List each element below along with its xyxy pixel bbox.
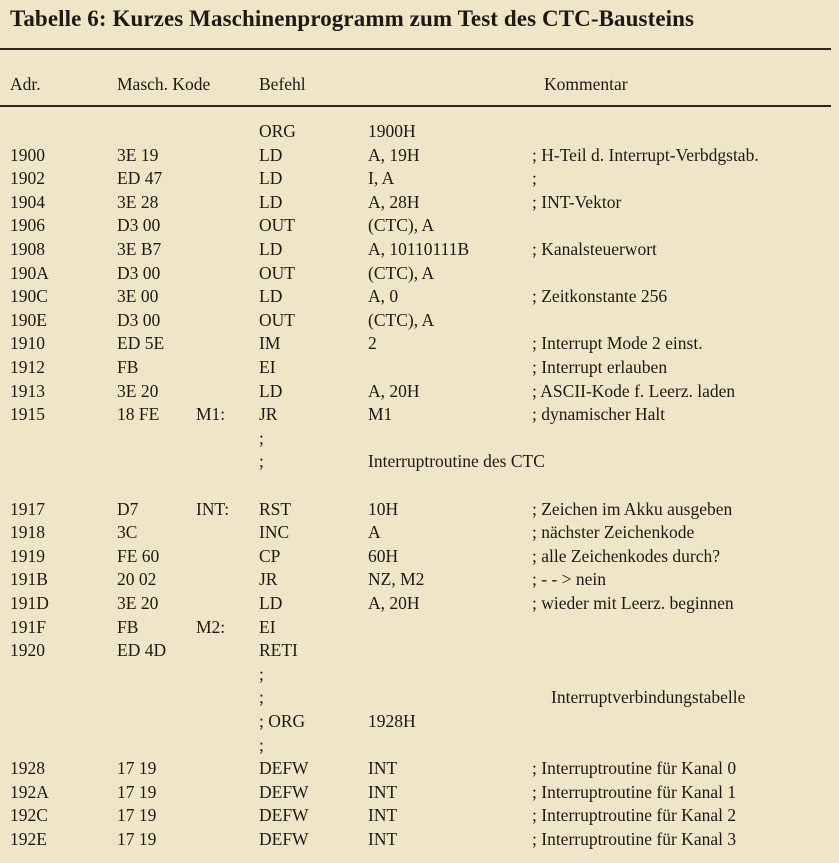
mnemonic-cell: OUT xyxy=(259,309,295,330)
mnemonic-cell: ; ORG xyxy=(259,711,306,731)
machine-code-cell: 3E 19 xyxy=(117,144,159,165)
machine-code-cell: 3E 00 xyxy=(117,286,159,307)
operand-cell: A, 20H xyxy=(368,380,420,401)
label-cell: M2: xyxy=(196,616,226,637)
operand-cell: I, A xyxy=(368,168,395,189)
machine-code-cell: D3 00 xyxy=(117,215,161,236)
operand-cell: A, 20H xyxy=(368,593,420,613)
operand-cell: (CTC), A xyxy=(368,262,435,283)
comment-cell: ; Zeitkonstante 256 xyxy=(532,286,668,307)
mnemonic-cell: ; xyxy=(259,451,264,472)
comment-cell: ; alle Zeichenkodes durch? xyxy=(532,545,721,566)
machine-code-cell: ED 4D xyxy=(117,640,167,661)
comment-cell: ; Interruptroutine für Kanal 2 xyxy=(532,805,737,826)
machine-code-cell: 3E 28 xyxy=(117,191,159,212)
label-cell: INT: xyxy=(196,498,230,519)
machine-code-cell: 3E 20 xyxy=(117,380,159,401)
comment-cell: ; dynamischer Halt xyxy=(532,404,666,425)
machine-code-cell: 3C xyxy=(117,522,138,543)
operand-cell: 1900H xyxy=(368,121,416,141)
header-address: Adr. xyxy=(10,74,41,94)
address-cell: 1910 xyxy=(10,333,45,354)
comment-cell: ; Interruptroutine für Kanal 0 xyxy=(532,758,737,779)
operand-cell: INT xyxy=(368,781,398,802)
machine-code-cell: 17 19 xyxy=(117,805,157,826)
machine-code-cell: 3E 20 xyxy=(117,593,159,613)
operand-cell: INT xyxy=(368,758,398,779)
comment-cell: ; wieder mit Leerz. beginnen xyxy=(532,593,734,613)
address-cell: 1900 xyxy=(10,144,45,165)
mnemonic-cell: LD xyxy=(259,191,283,212)
operand-cell: INT xyxy=(368,805,398,826)
operand-cell: NZ, M2 xyxy=(368,569,425,590)
machine-code-cell: 17 19 xyxy=(117,781,157,802)
mnemonic-cell: RST xyxy=(259,498,292,519)
machine-code-cell: FB xyxy=(117,616,139,637)
mnemonic-cell: ; xyxy=(259,687,264,708)
comment-cell: ; H-Teil d. Interrupt-Verbdgstab. xyxy=(532,144,759,165)
address-cell: 1915 xyxy=(10,404,45,425)
address-cell: 191D xyxy=(10,593,49,613)
mnemonic-cell: EI xyxy=(259,616,276,637)
comment-cell: ; Interrupt Mode 2 einst. xyxy=(532,333,703,354)
address-cell: 191F xyxy=(10,616,46,637)
address-cell: 1902 xyxy=(10,168,45,189)
comment-cell: ; Interrupt erlauben xyxy=(532,357,668,377)
address-cell: 192A xyxy=(10,781,49,802)
label-cell: M1: xyxy=(196,404,226,425)
operand-cell: 1928H xyxy=(368,711,416,731)
comment-cell: ; Zeichen im Akku ausgeben xyxy=(532,498,733,519)
mnemonic-cell: OUT xyxy=(259,215,295,236)
operand-cell: (CTC), A xyxy=(368,309,435,330)
address-cell: 1906 xyxy=(10,215,45,236)
address-cell: 1920 xyxy=(10,640,45,661)
mnemonic-cell: LD xyxy=(259,144,283,165)
comment-cell: ; - - > nein xyxy=(532,569,607,590)
operand-cell: A, 0 xyxy=(368,286,399,307)
comment-cell: ; nächster Zeichenkode xyxy=(532,522,695,543)
address-cell: 1908 xyxy=(10,239,45,259)
address-cell: 192E xyxy=(10,829,47,849)
mnemonic-cell: INC xyxy=(259,522,290,543)
operand-cell: (CTC), A xyxy=(368,215,435,236)
operand-cell: INT xyxy=(368,829,398,849)
header-rule xyxy=(0,105,831,107)
address-cell: 1918 xyxy=(10,522,45,543)
machine-code-cell: FB xyxy=(117,357,139,377)
mnemonic-cell: LD xyxy=(259,286,283,307)
machine-code-cell: D3 00 xyxy=(117,309,161,330)
operand-cell: 2 xyxy=(368,333,377,354)
operand-cell: 60H xyxy=(368,545,399,566)
operand-cell: A xyxy=(368,522,381,543)
mnemonic-cell: EI xyxy=(259,357,276,377)
comment-cell: ; ASCII-Kode f. Leerz. laden xyxy=(532,380,736,401)
address-cell: 190A xyxy=(10,262,49,283)
address-cell: 192C xyxy=(10,805,48,826)
comment-cell: ; Interruptroutine für Kanal 1 xyxy=(532,781,737,802)
address-cell: 1919 xyxy=(10,545,45,566)
top-rule xyxy=(0,48,831,50)
machine-code-cell: FE 60 xyxy=(117,545,160,566)
mnemonic-cell: LD xyxy=(259,380,283,401)
machine-code-cell: ED 5E xyxy=(117,333,165,354)
mnemonic-cell: DEFW xyxy=(259,805,309,826)
mnemonic-cell: ORG xyxy=(259,121,296,141)
mnemonic-cell: LD xyxy=(259,593,283,613)
mnemonic-cell: LD xyxy=(259,239,283,259)
address-cell: 1912 xyxy=(10,357,45,377)
mnemonic-cell: DEFW xyxy=(259,758,309,779)
mnemonic-cell: JR xyxy=(259,404,278,425)
header-machine-code: Masch. Kode xyxy=(117,74,211,94)
comment-cell: ; Interruptroutine für Kanal 3 xyxy=(532,829,737,849)
operand-cell: A, 28H xyxy=(368,191,420,212)
comment-cell: ; INT-Vektor xyxy=(532,191,622,212)
machine-code-cell: 20 02 xyxy=(117,569,157,590)
machine-code-cell: 3E B7 xyxy=(117,239,162,259)
machine-code-cell: 17 19 xyxy=(117,829,157,849)
comment-cell: ; Kanalsteuerwort xyxy=(532,239,657,259)
table-title: Tabelle 6: Kurzes Maschinenprogramm zum Test des CTC-Bausteins xyxy=(10,6,695,31)
mnemonic-cell: CP xyxy=(259,545,281,566)
operand-cell: A, 10110111B xyxy=(368,239,470,259)
machine-code-cell: 18 FE xyxy=(117,404,160,425)
machine-code-cell: ED 47 xyxy=(117,168,163,189)
comment-cell: ; xyxy=(532,168,537,189)
address-cell: 190E xyxy=(10,309,47,330)
address-cell: 1928 xyxy=(10,758,45,779)
address-cell: 191B xyxy=(10,569,48,590)
operand-cell: M1 xyxy=(368,404,393,425)
address-cell: 1913 xyxy=(10,380,45,401)
mnemonic-cell: ; xyxy=(259,427,264,448)
mnemonic-cell: DEFW xyxy=(259,829,309,849)
mnemonic-cell: IM xyxy=(259,333,281,354)
machine-code-cell: 17 19 xyxy=(117,758,157,779)
mnemonic-cell: ; xyxy=(259,734,264,755)
comment-cell: Interruptverbindungstabelle xyxy=(551,687,746,708)
mnemonic-cell: RETI xyxy=(259,640,298,661)
address-cell: 1917 xyxy=(10,498,45,519)
mnemonic-cell: DEFW xyxy=(259,781,309,802)
operand-cell: 10H xyxy=(368,498,399,519)
machine-code-cell: D3 00 xyxy=(117,262,161,283)
mnemonic-cell: LD xyxy=(259,168,283,189)
mnemonic-cell: OUT xyxy=(259,262,295,283)
address-cell: 1904 xyxy=(10,191,45,212)
address-cell: 190C xyxy=(10,286,48,307)
operand-cell: A, 19H xyxy=(368,144,420,165)
header-instruction: Befehl xyxy=(259,74,306,94)
header-comment: Kommentar xyxy=(544,74,628,94)
operand-cell: Interruptroutine des CTC xyxy=(368,451,545,472)
machine-code-cell: D7 xyxy=(117,498,139,519)
mnemonic-cell: JR xyxy=(259,569,278,590)
mnemonic-cell: ; xyxy=(259,663,264,684)
